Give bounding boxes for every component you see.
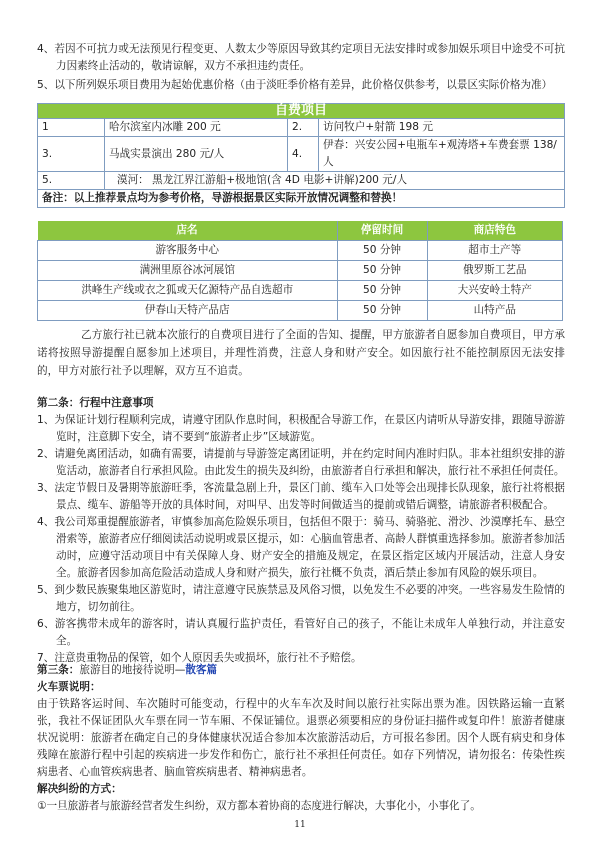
table-row: [38, 119, 565, 137]
section-2-title: 第二条：行程中注意事项: [37, 397, 154, 409]
table-row: [38, 301, 563, 321]
item-name: 马战实景演出 280 元/人: [105, 137, 288, 172]
train-text: 由于铁路客运时间、车次随时可能变动，行程中的火车车次及时间以旅行社实际出票为准。因铁路运输一直紧张，我社不保证团队火车票在同一节车厢、不保证铺位。退票必须要相应的身份证扫描件或复印件！旅游者健康状况说明：旅游者在确定自己的身体健康状况适合参加本次旅游活动后，方可报名参团。因个人既有病史和身体残障在旅游行程中引起的疾病进一步发作和伤亡，旅行社不承担任何责任。如存下列情况，请勿报名：传染性疾病患者、心血管疾病患者、脑血管疾病患者、精神病患者。: [37, 698, 565, 778]
note-item-5: 5、以下所列娱乐项目费用为起始优惠价格（由于淡旺季价格有差异，此价格仅供参考，以景区实际价格为准）: [37, 79, 553, 91]
table-row: [38, 137, 565, 172]
item-no: 1: [38, 119, 105, 137]
list-item: 2、请避免离团活动，如确有需要，请提前与导游签定离团证明，并在约定时间内准时归队。非本社组织安排的游览活动，旅游者自行承担风险。由此发生的损失及纠纷，由旅游者自行承担和解决，旅行社不承担任何责任。: [37, 448, 565, 477]
header-shop-feature: 商店特色: [427, 221, 563, 241]
shop-name: 游客服务中心: [38, 241, 338, 261]
table-row: [38, 241, 563, 261]
stay-time: 50 分钟: [337, 261, 427, 281]
shop-table: [37, 221, 563, 321]
item-name: 哈尔滨室内冰雕 200 元: [105, 119, 288, 137]
shop-feature: 山特产品: [427, 301, 563, 321]
list-item: 5、到少数民族聚集地区游览时，请注意遵守民族禁忌及风俗习惯，以免发生不必要的冲突。一些容易发生险情的地方，切勿前往。: [37, 584, 565, 613]
agreement-paragraph: 乙方旅行社已就本次旅行的自费项目进行了全面的告知、提醒，甲方旅游者自愿参加自费项目，甲方承诺将按照导游提醒自愿参加上述项目，并理性消费，注意人身和财产安全。如因旅行社不能控制原因无法安排的，甲方对旅行社予以理解，双方互不追责。: [37, 329, 565, 377]
list-item: 3、法定节假日及暑期等旅游旺季，客流量急剧上升，景区门前、缆车入口处等会出现排长队现象，旅行社将根据景点、缆车、游船等开放的具体时间，对叫早、出发等时间做适当的提前或错后调整，请旅游者积极配合。: [37, 482, 565, 511]
item-no: 2.: [288, 119, 319, 137]
item-name: 伊春：兴安公园+电瓶车+观涛塔+车费套票 138/人: [319, 137, 565, 172]
section-3-title: [37, 662, 565, 679]
item-no: 5.: [38, 172, 105, 190]
stay-time: 50 分钟: [337, 241, 427, 261]
list-item: 4、我公司郑重提醒旅游者，审慎参加高危险娱乐项目，包括但不限于：骑马、骑骆驼、滑沙、沙漠摩托车、悬空滑索等，旅游者应仔细阅读活动说明或景区提示，如：心脑血管患者、高龄人群慎重选择参加。旅游者参加活动时，应遵守活动项目中有关保障人身、财产安全的措施及规定，在景区指定区域内开展活动，注意人身安全。旅游者因参加高危险活动造成人身和财产损失，旅行社概不负责，酒后禁止参加有风险的娱乐项目。: [37, 516, 565, 579]
dispute-text: ①一旦旅游者与旅游经营者发生纠纷，双方都本着协商的态度进行解决，大事化小，小事化了。: [37, 800, 481, 812]
self-pay-table: [37, 103, 565, 208]
table-row: [38, 261, 563, 281]
stay-time: 50 分钟: [337, 301, 427, 321]
self-pay-title: 自费项目: [38, 104, 565, 119]
list-item: 7、注意贵重物品的保管，如个人原因丢失或损坏，旅行社不予赔偿。: [37, 652, 362, 664]
note-item-4: 4、若因不可抗力或无法预见行程变更、人数太少等原因导致其约定项目无法安排时或参加娱乐项目中途受不可抗力因素终止活动的，敬请谅解，双方不承担违约责任。: [37, 43, 565, 72]
dispute-title: 解决纠纷的方式：: [37, 783, 122, 795]
item-name: 访问牧户+射箭 198 元: [319, 119, 565, 137]
self-pay-note: 备注：以上推荐景点均为参考价格，导游根据景区实际开放情况调整和替换！: [38, 190, 565, 208]
shop-feature: 大兴安岭土特产: [427, 281, 563, 301]
stay-time: 50 分钟: [337, 281, 427, 301]
section-3-prefix: 第三条：: [37, 664, 80, 676]
top-notes: [37, 41, 565, 94]
section-3: [37, 662, 565, 815]
train-title: 火车票说明：: [37, 681, 101, 693]
item-no: 4.: [288, 137, 319, 172]
item-name: 漠河： 黑龙江界江游船+极地馆(含 4D 电影+讲解)200 元/人: [105, 172, 565, 190]
table-row: [38, 281, 563, 301]
table-row: [38, 172, 565, 190]
shop-feature: 超市土产等: [427, 241, 563, 261]
shop-name: 洪峰生产线或衣之狐或天亿源特产品自选超市: [38, 281, 338, 301]
section-3-text: 旅游目的地接待说明—: [79, 664, 186, 676]
shop-name: 伊春山天特产品店: [38, 301, 338, 321]
shop-name: 满洲里原谷冰河展馆: [38, 261, 338, 281]
item-no: 3.: [38, 137, 105, 172]
page-number: 11: [294, 820, 306, 830]
section-3-highlight: 散客篇: [185, 664, 218, 676]
header-stay-time: 停留时间: [337, 221, 427, 241]
list-item: 6、游客携带未成年的游客时，请认真履行监护责任，看管好自己的孩子，不能让未成年人单独行动，并注意安全。: [37, 618, 565, 647]
section-2: [37, 395, 565, 667]
list-item: 1、为保证计划行程顺利完成，请遵守团队作息时间，积极配合导游工作，在景区内请听从导游安排，跟随导游游览时，注意脚下安全，请不要到“旅游者止步”区域游览。: [37, 414, 565, 443]
shop-feature: 俄罗斯工艺品: [427, 261, 563, 281]
header-shop-name: 店名: [38, 221, 338, 241]
